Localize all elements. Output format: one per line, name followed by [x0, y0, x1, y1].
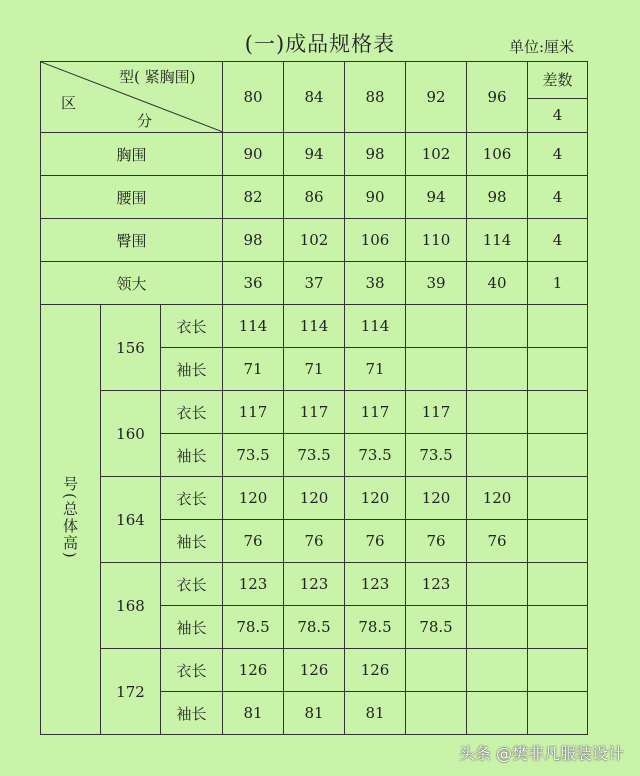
coat-length-label: 衣长 [161, 305, 223, 348]
header-type-label: 型( 紧胸围) [119, 68, 196, 86]
measure-value: 98 [467, 176, 528, 219]
height-value: 168 [101, 563, 161, 649]
empty-diff-cell [528, 434, 588, 477]
measure-value: 106 [345, 219, 406, 262]
measure-value: 36 [223, 262, 284, 305]
empty-diff-cell [528, 520, 588, 563]
coat-length-value: 126 [345, 649, 406, 692]
unit-label: 单位:厘米 [508, 38, 574, 56]
sleeve-length-value: 73.5 [406, 434, 467, 477]
empty-diff-cell [528, 305, 588, 348]
sleeve-length-value: 73.5 [284, 434, 345, 477]
height-value: 156 [101, 305, 161, 391]
measure-value: 98 [223, 219, 284, 262]
empty-diff-cell [528, 477, 588, 520]
type-header-cell: 84 [284, 62, 345, 133]
coat-length-value: 114 [284, 305, 345, 348]
type-header-cell: 96 [467, 62, 528, 133]
measure-diff: 4 [528, 219, 588, 262]
diff-header-value: 4 [528, 98, 588, 133]
type-header-cell: 88 [345, 62, 406, 133]
sleeve-length-value [406, 692, 467, 735]
sleeve-length-label: 袖长 [161, 434, 223, 477]
coat-length-value: 126 [223, 649, 284, 692]
coat-length-value: 123 [345, 563, 406, 606]
sleeve-length-value: 78.5 [406, 606, 467, 649]
coat-length-value: 117 [406, 391, 467, 434]
coat-length-value: 117 [284, 391, 345, 434]
sleeve-length-value: 81 [345, 692, 406, 735]
diff-header-cell: 差数 [528, 62, 588, 99]
diagonal-header-cell [41, 62, 223, 133]
measure-value: 102 [406, 133, 467, 176]
coat-length-label: 衣长 [161, 391, 223, 434]
sleeve-length-value: 81 [284, 692, 345, 735]
coat-length-value: 117 [223, 391, 284, 434]
empty-diff-cell [528, 606, 588, 649]
empty-diff-cell [528, 563, 588, 606]
empty-diff-cell [528, 692, 588, 735]
measure-value: 98 [345, 133, 406, 176]
coat-length-value: 126 [284, 649, 345, 692]
coat-length-value: 120 [406, 477, 467, 520]
measure-value: 90 [345, 176, 406, 219]
coat-length-value: 114 [223, 305, 284, 348]
coat-length-value: 117 [345, 391, 406, 434]
coat-length-value: 120 [467, 477, 528, 520]
sleeve-length-value: 78.5 [345, 606, 406, 649]
measure-diff: 1 [528, 262, 588, 305]
height-value: 172 [101, 649, 161, 735]
height-value: 160 [101, 391, 161, 477]
coat-length-value [467, 563, 528, 606]
sleeve-length-value [467, 692, 528, 735]
measure-diff: 4 [528, 133, 588, 176]
sleeve-length-value: 71 [284, 348, 345, 391]
sleeve-length-label: 袖长 [161, 348, 223, 391]
coat-length-value [406, 305, 467, 348]
coat-length-value: 123 [406, 563, 467, 606]
size-group-label-cell [41, 305, 101, 735]
measure-label: 胸围 [41, 133, 223, 176]
empty-diff-cell [528, 348, 588, 391]
coat-length-value [467, 649, 528, 692]
coat-length-value [406, 649, 467, 692]
sleeve-length-label: 袖长 [161, 520, 223, 563]
coat-length-label: 衣长 [161, 563, 223, 606]
spec-table-body [41, 62, 588, 735]
measure-value: 102 [284, 219, 345, 262]
size-group-label: 号(总体高) [61, 475, 79, 560]
coat-length-value: 114 [345, 305, 406, 348]
empty-diff-cell [528, 649, 588, 692]
coat-length-value [467, 391, 528, 434]
sleeve-length-label: 袖长 [161, 692, 223, 735]
coat-length-value: 120 [223, 477, 284, 520]
measure-label: 臀围 [41, 219, 223, 262]
sleeve-length-value [467, 606, 528, 649]
coat-length-label: 衣长 [161, 477, 223, 520]
empty-diff-cell [528, 391, 588, 434]
measure-value: 39 [406, 262, 467, 305]
sleeve-length-value: 73.5 [345, 434, 406, 477]
page-title: (一)成品规格表 [244, 32, 396, 56]
type-header-cell: 92 [406, 62, 467, 133]
measure-value: 94 [406, 176, 467, 219]
sleeve-length-value: 71 [223, 348, 284, 391]
watermark: 头条 @樊非凡服装设计 [458, 744, 624, 763]
measure-diff: 4 [528, 176, 588, 219]
coat-length-value: 123 [223, 563, 284, 606]
measure-label: 领大 [41, 262, 223, 305]
measure-value: 37 [284, 262, 345, 305]
measure-value: 40 [467, 262, 528, 305]
coat-length-value: 120 [284, 477, 345, 520]
sleeve-length-value: 76 [467, 520, 528, 563]
measure-value: 38 [345, 262, 406, 305]
sleeve-length-value: 78.5 [284, 606, 345, 649]
sleeve-length-value: 76 [406, 520, 467, 563]
sleeve-length-value: 81 [223, 692, 284, 735]
coat-length-label: 衣长 [161, 649, 223, 692]
sleeve-length-value: 76 [223, 520, 284, 563]
header-zone-label: 区 [61, 94, 77, 112]
sleeve-length-value: 71 [345, 348, 406, 391]
coat-length-value [467, 305, 528, 348]
type-header-cell: 80 [223, 62, 284, 133]
sleeve-length-value: 76 [345, 520, 406, 563]
measure-value: 114 [467, 219, 528, 262]
measure-value: 110 [406, 219, 467, 262]
sleeve-length-value [467, 434, 528, 477]
measure-value: 82 [223, 176, 284, 219]
measure-value: 106 [467, 133, 528, 176]
coat-length-value: 120 [345, 477, 406, 520]
sleeve-length-value: 76 [284, 520, 345, 563]
sleeve-length-value [467, 348, 528, 391]
spec-table [40, 61, 588, 735]
sleeve-length-value [406, 348, 467, 391]
height-value: 164 [101, 477, 161, 563]
sleeve-length-value: 78.5 [223, 606, 284, 649]
measure-value: 90 [223, 133, 284, 176]
sleeve-length-label: 袖长 [161, 606, 223, 649]
measure-label: 腰围 [41, 176, 223, 219]
measure-value: 86 [284, 176, 345, 219]
coat-length-value: 123 [284, 563, 345, 606]
measure-value: 94 [284, 133, 345, 176]
header-fen-label: 分 [137, 112, 153, 130]
sleeve-length-value: 73.5 [223, 434, 284, 477]
